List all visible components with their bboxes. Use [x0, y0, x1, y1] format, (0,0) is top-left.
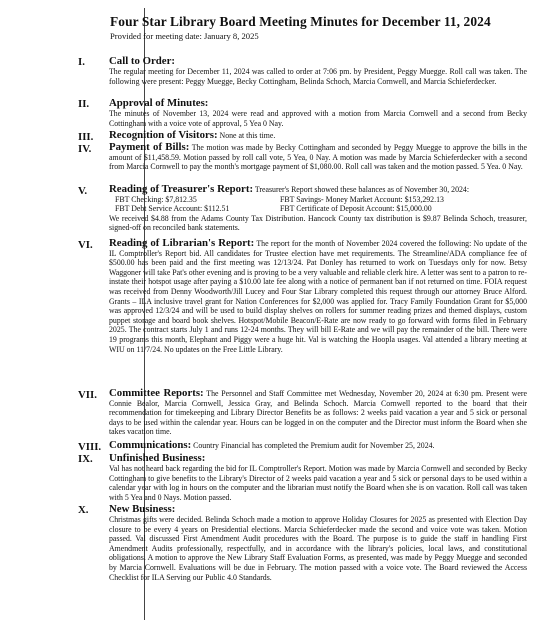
section-heading: Communications:: [109, 439, 192, 451]
section-number: II.: [78, 98, 90, 110]
balance-left: FBT Checking: $7,812.35: [115, 194, 197, 204]
document-title: Four Star Library Board Meeting Minutes for December 11, 2024: [110, 14, 491, 29]
section-number: VII.: [78, 389, 97, 401]
section-number: X.: [78, 504, 89, 516]
section-number: III.: [78, 131, 94, 143]
section-text: None at this time.: [219, 131, 276, 140]
section-text: Treasurer's Report showed these balances as of November 30, 2024:: [254, 185, 470, 194]
balance-right: FBT Certificate of Deposit Account: $15,000.00: [280, 204, 432, 214]
document-subtitle: Provided for meeting date: January 8, 2025: [110, 31, 259, 41]
balance-row: [109, 204, 527, 214]
section-text: The report for the month of November 2024 covered the following: No update of the IL Comptroller's Report bid. All candidates for Trustee election have met requirements. The Streamline/ADA compliance fee of $500.00 has been paid and the first meeting was 12/13/24. Pat Donley has returned to work on Tuesdays only for now. Betsy Waggoner will take Pat's other evening and is proving to be a very valuable and reliable clerk hire. A letter was sent to a patron to re-instate their hotspot usage after paying a $10.00 late fee along with a notice of permanent ban if not returned on time. FOIA request was received from Denny Woodworth/Jill Lucey and Four Star Library completed this request through our attorney Bruce Alford. Grants – ILA inclusive travel grant for Nation Conferences for $2,000 was applied for. Tracy Family Foundation Grant for $5,000 was approved 12/3/24 and will be used to build display shelves on rollers for summer reading prizes and themed displays, custom puppet storage and board book shelves. Hotspot/Mobile Beacon/E-Rate are now ready to go forward with forms filed in February 2025. The contract starts July 1 and runs 12-24 months. They will bill E-Rate and we will pay the remainder of the bill. There were 19 programs this month, Elephant and Piggy were a huge hit. Val is watching the Hoopla usages. Val attended a library meeting at WIU on 11/7/24. No updates on the Free Little Library.: [109, 239, 527, 354]
section-text: The minutes of November 13, 2024 were read and approved with a motion from Marcia Cornwell and a second from Becky Cottingham with a voice vote of approval, 5 Yea 0 Nay.: [109, 109, 527, 128]
section-number: IX.: [78, 453, 93, 465]
section-text: The motion was made by Becky Cottingham and seconded by Peggy Muegge to approve the bills in the amount of $11,458.59. Motion passed by roll call vote, 5 Yea, 0 Nay. A motion was made by Marcia Schieferdecker with a second from Marcia Cornwell to pay the month's mortgage payment of $1,080.00. Roll call was taken and the motion passed. 5 Yea. 0 Nay.: [109, 143, 528, 172]
section-heading: Unfinished Business:: [109, 452, 206, 464]
section-heading: Committee Reports:: [109, 387, 204, 399]
section-number: I.: [78, 56, 85, 68]
section-heading: Call to Order:: [109, 55, 175, 67]
section-number: VI.: [78, 239, 93, 251]
section-heading: New Business:: [109, 503, 176, 515]
balance-row: [109, 195, 527, 205]
section-number: VIII.: [78, 441, 102, 453]
section-number: IV.: [78, 143, 92, 155]
section-heading: Reading of Librarian's Report:: [109, 237, 255, 249]
balance-left: FBT Debt Service Account: $112.51: [115, 204, 230, 214]
section-heading: Payment of Bills:: [109, 141, 190, 153]
section-heading: Reading of Treasurer's Report:: [109, 183, 254, 195]
section-text: Val has not heard back regarding the bid for IL Comptroller's Report. Motion was made by Marcia Cornwell and seconded by Becky Cottingham to give benefits to the Library's Director of 2 weeks paid vacation a year and 5 sick or personal days to be used within a calendar year with log in hours on the computer and the librarian must notify the Board when she is on vacation. Roll call was taken with 5 Yea and 0 Nays. Motion passed.: [109, 464, 527, 502]
section-text: The regular meeting for December 11, 2024 was called to order at 7:06 pm. by President, Peggy Muegge. Roll call was taken. The following were present: Peggy Muegge, Becky Cottingham, Belinda Schoch, Marcia Cornwell, and Marcia Schieferdecker.: [109, 67, 527, 86]
section-heading: Approval of Minutes:: [109, 97, 209, 109]
section-number: V.: [78, 185, 88, 197]
section-text: Christmas gifts were decided. Belinda Schoch made a motion to approve Holiday Closures for 2025 as presented with Election Day closure to be every 4 years on Presidential elections. Marcia Schieferdecker made the second and voice vote was taken. Motion passed. Val discussed First Amendment Audit procedures with the Board. The purpose is to guide the staff in handling First Amendment Audits professionally, respectfully, and in accordance with the library's policies, local laws, and constitutional obligations. A motion to approve the New Library Staff Evaluation Forms, as presented, was made by Peggy Muegge and seconded by Marcia Cornwell. Evaluations will be due in February. The motion passed with a voice vote. The Board reviewed the Access Checklist for ILA Serving our Public 4.0 Standards.: [109, 515, 527, 582]
section-text: Country Financial has completed the Premium audit for November 25, 2024.: [193, 441, 435, 450]
section-text: The Personnel and Staff Committee met Wednesday, November 20, 2024 at 6:30 pm. Present were Connie Bealor, Marcia Cornwell, Jessica Gray, and Belinda Schoch. Marcia Cornwell reported to the board that their recommendation for timekeeping and Library Director Benefits be as follows: 2 weeks paid vacation a year and 5 sick or personal days to be used within the calendar year. Hours can be logged in on the computer and the Director must inform the Board when she takes vacation time.: [109, 389, 528, 437]
section-heading: Recognition of Visitors:: [109, 129, 218, 141]
section-text-continued: We received $4.88 from the Adams County Tax Distribution. Hancock County tax distribution is $9.87 Belinda Schoch, treasurer, signed-off on reconciled bank statements.: [109, 213, 527, 233]
balance-right: FBT Savings- Money Market Account: $153,292.13: [280, 194, 444, 204]
